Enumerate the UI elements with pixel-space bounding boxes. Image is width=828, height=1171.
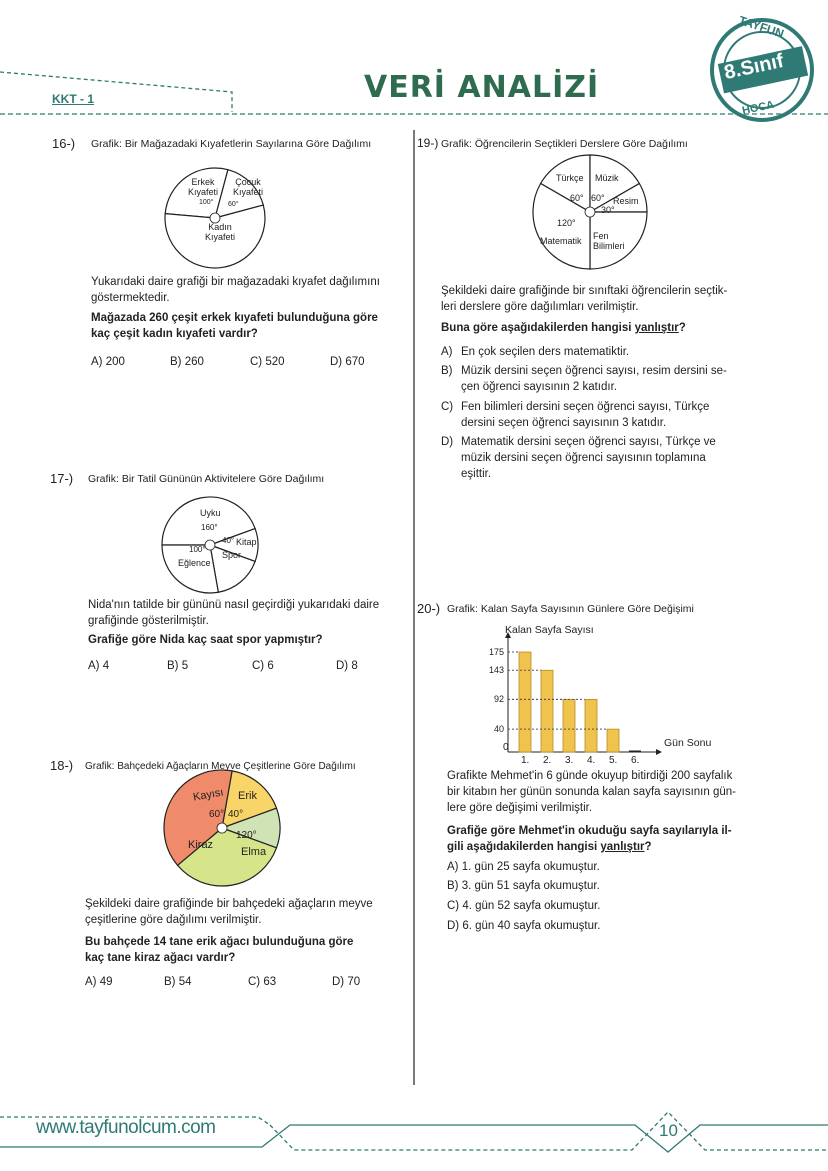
prompt-underlined: yanlıştır <box>600 841 645 853</box>
option-c[interactable]: C) 4. gün 52 sayfa okumuştur. <box>447 900 601 912</box>
question-16-caption: Grafik: Bir Mağazadaki Kıyafetlerin Sayılarına Göre Dağılımı <box>91 138 372 150</box>
question-20-number: 20-) <box>417 601 441 616</box>
option-letter[interactable]: A) <box>441 346 453 358</box>
logo-bottom-text: HOCA <box>741 98 776 118</box>
angle-arc <box>217 823 227 833</box>
y-axis-label: Kalan Sayfa Sayısı <box>505 624 594 636</box>
x-tick-label: 3. <box>565 755 574 766</box>
x-axis-arrow <box>656 749 662 755</box>
x-tick-label: 1. <box>521 755 530 766</box>
angle-label: 40° <box>222 536 235 545</box>
page-number: 10 <box>659 1121 678 1140</box>
option-text[interactable]: Matematik dersini seçen öğrenci sayısı, Türkçe ve <box>461 436 716 448</box>
origin-label: 0 <box>503 742 509 753</box>
question-text: Grafikte Mehmet'in 6 günde okuyup bitirdiği 200 sayfalık <box>447 770 733 782</box>
logo-top-text: TAYFUN <box>736 13 786 41</box>
option-c[interactable]: C) 6 <box>252 660 274 672</box>
question-17-number: 17-) <box>50 471 74 486</box>
pie-label-kitap: Kitap <box>236 537 257 547</box>
angle-label: 40° <box>228 809 244 820</box>
option-text[interactable]: dersini seçen öğrenci sayısının 3 katıdır. <box>461 417 667 429</box>
pie-label-kiraz: Kiraz <box>188 839 214 851</box>
test-code: KKT - 1 <box>52 92 94 106</box>
y-tick-label: 143 <box>488 665 504 676</box>
question-20-caption: Grafik: Kalan Sayfa Sayısının Günlere Göre Değişimi <box>447 603 694 615</box>
prompt-text: gili aşağıdakilerden hangisi <box>447 841 601 853</box>
option-a[interactable]: A) 200 <box>91 356 125 368</box>
angle-label: 120° <box>557 218 576 228</box>
pie-label-spor: Spor <box>222 550 242 560</box>
logo-mid-text: 8.Sınıf <box>722 50 786 85</box>
pie-label-fen: Fen Bilimleri <box>593 231 625 251</box>
option-b[interactable]: B) 54 <box>164 976 192 988</box>
option-a[interactable]: A) 4 <box>88 660 110 672</box>
angle-label: 100° <box>189 545 206 554</box>
question-text: lere göre değişimi verilmiştir. <box>447 802 593 814</box>
angle-label: 100° <box>199 199 214 206</box>
option-text[interactable]: En çok seçilen ders matematiktir. <box>461 346 630 358</box>
question-prompt: Bu bahçede 14 tane erik ağacı bulunduğuna göre <box>85 936 354 948</box>
question-text: grafiğinde gösterilmiştir. <box>88 615 209 627</box>
pie-label-eglence: Eğlence <box>178 558 211 568</box>
option-a[interactable]: A) 49 <box>85 976 113 988</box>
pie-label-cocuk: Çocuk Kıyafeti <box>232 177 263 197</box>
question-text: göstermektedir. <box>91 292 170 304</box>
option-d[interactable]: D) 6. gün 40 sayfa okumuştur. <box>447 920 601 932</box>
question-17-caption: Grafik: Bir Tatil Gününün Aktivitelere Göre Dağılımı <box>88 473 325 485</box>
angle-label: 60° <box>228 201 239 208</box>
pie-label-kayisi: Kayısı <box>192 786 225 804</box>
option-d[interactable]: D) 8 <box>336 660 358 672</box>
pie-label-erkek: Erkek Kıyafeti <box>187 177 218 197</box>
question-prompt: kaç tane kiraz ağacı vardır? <box>85 952 236 964</box>
option-text[interactable]: eşittir. <box>461 468 492 480</box>
footer-website-link[interactable]: www.tayfunolcum.com <box>36 1117 216 1138</box>
pie-label-elma: Elma <box>241 846 267 858</box>
question-19-number: 19-) <box>417 136 439 150</box>
option-d[interactable]: D) 70 <box>332 976 361 988</box>
pie-label-kadin: Kadın Kıyafeti <box>204 222 235 242</box>
option-c[interactable]: C) 520 <box>250 356 285 368</box>
prompt-end: ? <box>678 322 686 334</box>
option-letter[interactable]: B) <box>441 365 453 377</box>
y-tick-label: 175 <box>488 647 504 657</box>
angle-label: 60° <box>209 809 225 820</box>
x-tick-label: 5. <box>609 755 618 766</box>
question-prompt: kaç çeşit kadın kıyafeti vardır? <box>91 328 258 340</box>
y-tick-label: 40 <box>493 724 504 735</box>
option-text[interactable]: Fen bilimleri dersini seçen öğrenci sayısı, Türkçe <box>461 401 710 413</box>
question-text: Nida'nın tatilde bir gününü nasıl geçirdiği yukarıdaki daire <box>88 599 380 611</box>
option-text[interactable]: Müzik dersini seçen öğrenci sayısı, resim dersini se- <box>461 365 727 377</box>
question-text: çeşitlerine göre dağılımı verilmiştir. <box>85 914 262 926</box>
x-axis-label: Gün Sonu <box>664 737 712 749</box>
question-prompt: Grafiğe göre Mehmet'in okuduğu sayfa sayılarıyla il- <box>447 825 732 837</box>
pie-label-muzik: Müzik <box>595 173 619 183</box>
option-b[interactable]: B) 5 <box>167 660 189 672</box>
x-tick-label: 4. <box>587 755 596 766</box>
bar <box>541 670 553 752</box>
option-b[interactable]: B) 260 <box>170 356 204 368</box>
prompt-text: Buna göre aşağıdakilerden hangisi <box>441 322 635 334</box>
question-16-number: 16-) <box>52 136 76 151</box>
question-prompt: Grafiğe göre Nida kaç saat spor yapmıştır? <box>88 634 323 646</box>
angle-label: 60° <box>591 193 605 203</box>
option-c[interactable]: C) 63 <box>248 976 277 988</box>
bar <box>585 699 597 752</box>
question-19-caption: Grafik: Öğrencilerin Seçtikleri Derslere Göre Dağılımı <box>441 138 688 150</box>
question-text: bir kitabın her günün sonunda kalan sayfa sayısının gün- <box>447 786 736 798</box>
page-title: VERİ ANALİZİ <box>364 70 600 105</box>
question-prompt: Mağazada 260 çeşit erkek kıyafeti bulunduğuna göre <box>91 312 378 324</box>
option-letter[interactable]: C) <box>441 401 454 413</box>
pie-label-resim: Resim <box>613 196 639 206</box>
x-tick-label: 2. <box>543 755 552 766</box>
pie-label-uyku: Uyku <box>200 508 221 518</box>
option-text[interactable]: çen öğrenci sayısının 2 katıdır. <box>461 381 617 393</box>
angle-arc <box>205 540 215 550</box>
question-text: leri derslere göre dağılımları verilmiştir. <box>441 301 639 313</box>
option-text[interactable]: müzik dersini seçen öğrenci sayısının toplamına <box>461 452 706 464</box>
question-18-number: 18-) <box>50 758 74 773</box>
pie-label-turkce: Türkçe <box>556 173 584 183</box>
angle-label: 30° <box>601 205 615 215</box>
question-text: Yukarıdaki daire grafiği bir mağazadaki kıyafet dağılımını <box>91 276 380 288</box>
option-b[interactable]: B) 3. gün 51 sayfa okumuştur. <box>447 880 600 892</box>
angle-label: 60° <box>570 193 584 203</box>
pie-label-erik: Erik <box>238 790 257 802</box>
prompt-underlined: yanlıştır <box>634 322 679 334</box>
pie-label-matematik: Matematik <box>540 236 582 246</box>
bar <box>563 699 575 752</box>
option-letter[interactable]: D) <box>441 436 454 448</box>
option-a[interactable]: A) 1. gün 25 sayfa okumuştur. <box>447 861 600 873</box>
angle-arc <box>585 207 595 217</box>
question-prompt <box>441 321 686 336</box>
question-18-caption: Grafik: Bahçedeki Ağaçların Meyve Çeşitlerine Göre Dağılımı <box>85 761 356 772</box>
question-text: Şekildeki daire grafiğinde bir bahçedeki ağaçların meyve <box>85 898 373 910</box>
question-text: Şekildeki daire grafiğinde bir sınıftaki öğrencilerin seçtik- <box>441 285 728 297</box>
angle-label: 160° <box>201 523 218 532</box>
x-tick-label: 6. <box>631 755 640 766</box>
y-tick-label: 92 <box>493 694 504 705</box>
bar <box>607 729 619 752</box>
prompt-end: ? <box>644 841 652 853</box>
angle-label: 120° <box>236 830 257 841</box>
option-d[interactable]: D) 670 <box>330 356 365 368</box>
question-prompt <box>447 840 652 855</box>
bar <box>519 652 531 752</box>
